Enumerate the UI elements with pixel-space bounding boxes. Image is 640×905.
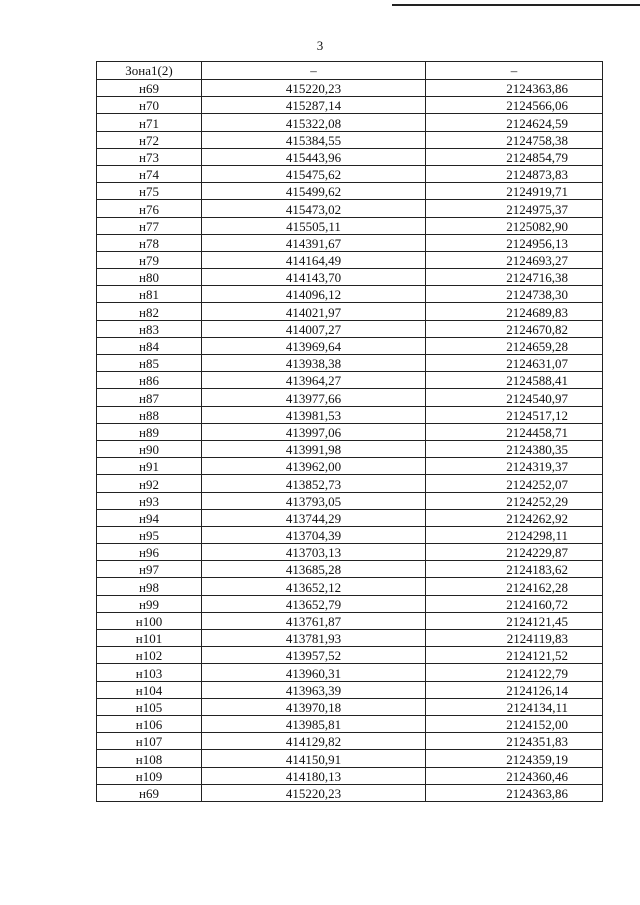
table-header-row (97, 62, 603, 80)
y-coordinate-cell: 2124319,37 (426, 458, 603, 475)
y-coordinate-cell: 2124160,72 (426, 595, 603, 612)
point-name-cell: н74 (97, 165, 202, 182)
y-coordinate-cell: 2124126,14 (426, 681, 603, 698)
table-row (97, 406, 603, 423)
table-row (97, 303, 603, 320)
table-row (97, 355, 603, 372)
table-row (97, 578, 603, 595)
table-row (97, 423, 603, 440)
page-number: 3 (316, 38, 324, 53)
y-coordinate-cell: 2124659,28 (426, 337, 603, 354)
table-row (97, 750, 603, 767)
point-name-cell: н81 (97, 286, 202, 303)
y-coordinate-cell: 2124380,35 (426, 440, 603, 457)
x-coordinate-cell: 413985,81 (202, 715, 426, 732)
point-name-cell: н83 (97, 320, 202, 337)
point-name-cell: н88 (97, 406, 202, 423)
x-coordinate-cell: 413962,00 (202, 458, 426, 475)
point-name-cell: н75 (97, 183, 202, 200)
point-name-cell: н96 (97, 544, 202, 561)
point-name-cell: н73 (97, 148, 202, 165)
coordinates-table (96, 61, 603, 802)
y-coordinate-cell: 2124854,79 (426, 148, 603, 165)
y-coordinate-cell: 2124183,62 (426, 561, 603, 578)
y-coordinate-cell: 2124588,41 (426, 372, 603, 389)
x-coordinate-cell: 413997,06 (202, 423, 426, 440)
point-name-cell: н103 (97, 664, 202, 681)
point-name-cell: н69 (97, 80, 202, 97)
point-name-cell: н76 (97, 200, 202, 217)
y-coordinate-cell: 2124229,87 (426, 544, 603, 561)
x-coordinate-cell: 414391,67 (202, 234, 426, 251)
x-coordinate-cell: 415287,14 (202, 97, 426, 114)
x-coordinate-cell: 414180,13 (202, 767, 426, 784)
point-name-cell: н105 (97, 698, 202, 715)
table-row (97, 269, 603, 286)
table-row (97, 784, 603, 801)
x-coordinate-cell: 414143,70 (202, 269, 426, 286)
x-coordinate-cell: 413744,29 (202, 509, 426, 526)
x-coordinate-cell: 415499,62 (202, 183, 426, 200)
table-row (97, 286, 603, 303)
table-row (97, 767, 603, 784)
y-coordinate-cell: 2124631,07 (426, 355, 603, 372)
top-rule (392, 4, 640, 6)
point-name-cell: н84 (97, 337, 202, 354)
point-name-cell: н93 (97, 492, 202, 509)
x-coordinate-cell: 415384,55 (202, 131, 426, 148)
point-name-cell: н91 (97, 458, 202, 475)
point-name-cell: н70 (97, 97, 202, 114)
x-coordinate-cell: 415473,02 (202, 200, 426, 217)
y-coordinate-cell: 2124121,45 (426, 612, 603, 629)
x-coordinate-cell: 413704,39 (202, 526, 426, 543)
x-coordinate-cell: 413781,93 (202, 630, 426, 647)
table-row (97, 183, 603, 200)
x-coordinate-cell: 413991,98 (202, 440, 426, 457)
x-coordinate-cell: 415475,62 (202, 165, 426, 182)
x-coordinate-cell: 415220,23 (202, 80, 426, 97)
table-row (97, 131, 603, 148)
y-coordinate-cell: 2124119,83 (426, 630, 603, 647)
point-name-cell: н78 (97, 234, 202, 251)
table-row (97, 440, 603, 457)
x-coordinate-cell: 413761,87 (202, 612, 426, 629)
point-name-cell: н90 (97, 440, 202, 457)
table-row (97, 148, 603, 165)
point-name-cell: н86 (97, 372, 202, 389)
point-name-cell: н100 (97, 612, 202, 629)
y-coordinate-cell: 2124716,38 (426, 269, 603, 286)
y-coordinate-cell: 2124566,06 (426, 97, 603, 114)
y-coordinate-cell: 2124624,59 (426, 114, 603, 131)
y-coordinate-cell: 2124360,46 (426, 767, 603, 784)
point-name-cell: н77 (97, 217, 202, 234)
table-row (97, 630, 603, 647)
point-name-cell: н95 (97, 526, 202, 543)
table-row (97, 509, 603, 526)
y-coordinate-cell: 2124919,71 (426, 183, 603, 200)
point-name-cell: н99 (97, 595, 202, 612)
x-coordinate-cell: 413652,12 (202, 578, 426, 595)
y-coordinate-cell: 2124359,19 (426, 750, 603, 767)
point-name-cell: н94 (97, 509, 202, 526)
x-coordinate-cell: 413793,05 (202, 492, 426, 509)
x-coordinate-cell: 415220,23 (202, 784, 426, 801)
table-row (97, 97, 603, 114)
table-row (97, 681, 603, 698)
x-coordinate-cell: 413685,28 (202, 561, 426, 578)
y-coordinate-cell: 2124351,83 (426, 733, 603, 750)
y-coordinate-cell: 2124363,86 (426, 784, 603, 801)
table-row (97, 114, 603, 131)
point-name-cell: н102 (97, 647, 202, 664)
y-coordinate-cell: 2124758,38 (426, 131, 603, 148)
table-row (97, 561, 603, 578)
point-name-cell: н98 (97, 578, 202, 595)
table-row (97, 544, 603, 561)
table-row (97, 217, 603, 234)
x-coordinate-cell: 413852,73 (202, 475, 426, 492)
x-coordinate-cell: 414007,27 (202, 320, 426, 337)
point-name-cell: н87 (97, 389, 202, 406)
y-coordinate-cell: 2124517,12 (426, 406, 603, 423)
x-coordinate-cell: 414096,12 (202, 286, 426, 303)
point-name-cell: н69 (97, 784, 202, 801)
table-row (97, 698, 603, 715)
x-coordinate-cell: 413969,64 (202, 337, 426, 354)
y-coordinate-cell: 2124975,37 (426, 200, 603, 217)
x-coordinate-cell: 413957,52 (202, 647, 426, 664)
x-coordinate-cell: 414129,82 (202, 733, 426, 750)
point-name-cell: н101 (97, 630, 202, 647)
point-name-cell: н79 (97, 251, 202, 268)
table-row (97, 733, 603, 750)
y-coordinate-cell: 2124252,07 (426, 475, 603, 492)
table-row (97, 475, 603, 492)
y-coordinate-cell: 2124363,86 (426, 80, 603, 97)
table-row (97, 492, 603, 509)
point-name-cell: н71 (97, 114, 202, 131)
coordinates-table-body (97, 62, 603, 802)
x-coordinate-cell: 413960,31 (202, 664, 426, 681)
x-coordinate-cell: 413964,27 (202, 372, 426, 389)
y-coordinate-cell: 2124693,27 (426, 251, 603, 268)
table-row (97, 200, 603, 217)
x-coordinate-cell: 413970,18 (202, 698, 426, 715)
header-zone: Зона1(2) (97, 62, 202, 80)
table-row (97, 612, 603, 629)
y-coordinate-cell: 2124540,97 (426, 389, 603, 406)
table-row (97, 251, 603, 268)
table-row (97, 526, 603, 543)
y-coordinate-cell: 2124738,30 (426, 286, 603, 303)
y-coordinate-cell: 2124956,13 (426, 234, 603, 251)
y-coordinate-cell: 2124252,29 (426, 492, 603, 509)
table-row (97, 320, 603, 337)
table-row (97, 165, 603, 182)
table-row (97, 715, 603, 732)
x-coordinate-cell: 413703,13 (202, 544, 426, 561)
x-coordinate-cell: 413963,39 (202, 681, 426, 698)
y-coordinate-cell: 2124122,79 (426, 664, 603, 681)
table-row (97, 372, 603, 389)
x-coordinate-cell: 413981,53 (202, 406, 426, 423)
y-coordinate-cell: 2124298,11 (426, 526, 603, 543)
point-name-cell: н106 (97, 715, 202, 732)
point-name-cell: н85 (97, 355, 202, 372)
table-row (97, 595, 603, 612)
point-name-cell: н89 (97, 423, 202, 440)
x-coordinate-cell: 414164,49 (202, 251, 426, 268)
point-name-cell: н72 (97, 131, 202, 148)
table-row (97, 458, 603, 475)
y-coordinate-cell: 2124262,92 (426, 509, 603, 526)
y-coordinate-cell: 2124458,71 (426, 423, 603, 440)
table-row (97, 80, 603, 97)
table-row (97, 337, 603, 354)
y-coordinate-cell: 2124670,82 (426, 320, 603, 337)
header-x: – (202, 62, 426, 80)
point-name-cell: н92 (97, 475, 202, 492)
table-row (97, 664, 603, 681)
x-coordinate-cell: 415505,11 (202, 217, 426, 234)
y-coordinate-cell: 2124121,52 (426, 647, 603, 664)
point-name-cell: н80 (97, 269, 202, 286)
point-name-cell: н97 (97, 561, 202, 578)
y-coordinate-cell: 2124134,11 (426, 698, 603, 715)
point-name-cell: н104 (97, 681, 202, 698)
point-name-cell: н107 (97, 733, 202, 750)
x-coordinate-cell: 413652,79 (202, 595, 426, 612)
header-y: – (426, 62, 603, 80)
y-coordinate-cell: 2124162,28 (426, 578, 603, 595)
x-coordinate-cell: 413977,66 (202, 389, 426, 406)
y-coordinate-cell: 2124689,83 (426, 303, 603, 320)
x-coordinate-cell: 414021,97 (202, 303, 426, 320)
y-coordinate-cell: 2124152,00 (426, 715, 603, 732)
point-name-cell: н108 (97, 750, 202, 767)
table-row (97, 234, 603, 251)
table-row (97, 647, 603, 664)
x-coordinate-cell: 413938,38 (202, 355, 426, 372)
y-coordinate-cell: 2124873,83 (426, 165, 603, 182)
table-row (97, 389, 603, 406)
y-coordinate-cell: 2125082,90 (426, 217, 603, 234)
x-coordinate-cell: 414150,91 (202, 750, 426, 767)
x-coordinate-cell: 415443,96 (202, 148, 426, 165)
point-name-cell: н82 (97, 303, 202, 320)
x-coordinate-cell: 415322,08 (202, 114, 426, 131)
point-name-cell: н109 (97, 767, 202, 784)
